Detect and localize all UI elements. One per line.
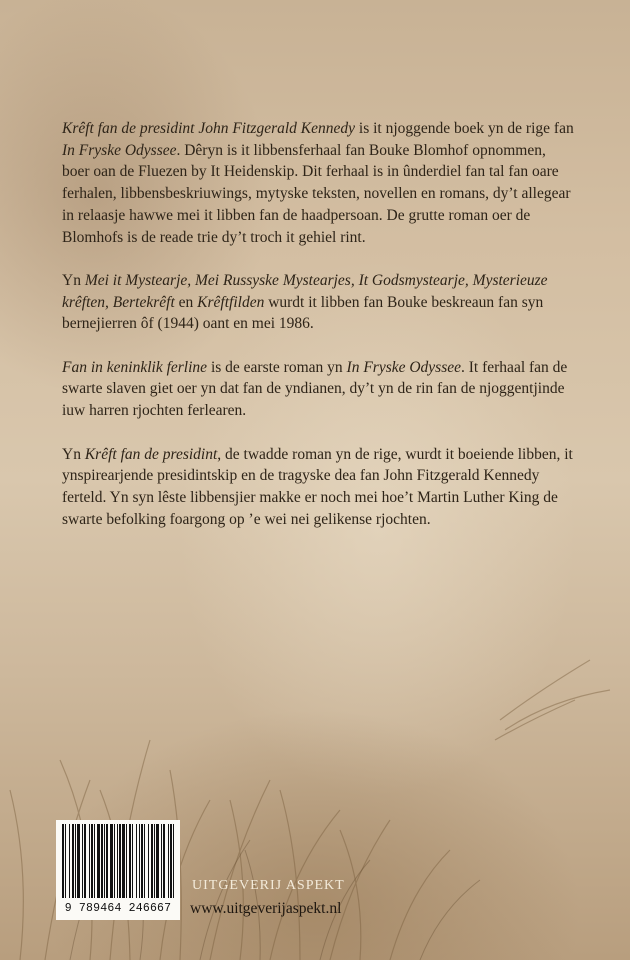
- text-run: Yn: [62, 271, 85, 289]
- isbn-number: 9 789464 246667: [64, 902, 172, 915]
- barcode-bar: [110, 824, 113, 898]
- barcode-bar: [141, 824, 143, 898]
- italic-title: In Fryske Odyssee: [62, 141, 177, 159]
- publisher-website: www.uitgeverijaspekt.nl: [190, 900, 342, 917]
- italic-title: In Fryske Odyssee: [346, 358, 462, 376]
- barcode-bar: [97, 824, 100, 898]
- barcode-bar: [82, 824, 83, 898]
- text-run: . Dêryn is it libbensferhaal fan Bouke Blomhof opnommen, boer oan de Fluezen by It Heidenskip. Dit ferhaal is in ûnderdiel fan tal fan oare ferhalen, libbensbeskriuwings, mytyske teksten, novellen en romans, dy’t allegear in relaasje hawwe mei it libben fan de haadpersoan. De grutte roman oer de Blomhofs is de reade trie dy’t troch it gehiel rint.: [62, 141, 571, 246]
- barcode-bar: [104, 824, 105, 898]
- text-run: , de twadde roman yn de rige, wurdt it boeiende libben, it ynspirearjende presidintskip en de tragyske dea fan John Fitzgerald Kennedy ferteld. Yn syn lêste libbensjier makke er noch mei hoe’t Martin Luther King de swarte befolking foargong op ’e wei nei gelikense rjochten.: [62, 445, 573, 528]
- barcode-bar: [94, 824, 95, 898]
- barcode-bar: [132, 824, 133, 898]
- blurb-paragraph-4: [62, 444, 576, 531]
- barcode-bar: [91, 824, 93, 898]
- barcode-bar: [106, 824, 108, 898]
- barcode-bar: [69, 824, 70, 898]
- text-run: is de earste roman yn: [207, 358, 347, 376]
- text-run: . It ferhaal fan de swarte slaven giet oer yn dat fan de yndianen, dy’t yn de rin fan de njoggentjinde iuw harren rjochten ferlearen.: [62, 358, 568, 420]
- barcode-bar: [170, 824, 172, 898]
- barcode-bar: [168, 824, 169, 898]
- barcode-bar: [117, 824, 118, 898]
- barcode-bar: [89, 824, 90, 898]
- italic-title: Fan in keninklik ferline: [62, 358, 208, 376]
- barcode-bar: [122, 824, 125, 898]
- barcode-bar: [119, 824, 121, 898]
- barcode-bar: [136, 824, 137, 898]
- barcode-bar: [84, 824, 86, 898]
- barcode-bar: [75, 824, 76, 898]
- barcode-bar: [151, 824, 153, 898]
- blurb-paragraph-3: [62, 357, 576, 422]
- text-run: en: [174, 293, 198, 311]
- back-cover-blurb: [62, 118, 576, 552]
- barcode-bar: [144, 824, 145, 898]
- barcode-bar: [173, 824, 174, 898]
- blurb-paragraph-2: [62, 270, 576, 335]
- barcode-bars: [60, 824, 176, 902]
- italic-title: Krêft fan de presidint John Fitzgerald Kennedy: [62, 120, 356, 137]
- barcode-bar: [77, 824, 80, 898]
- barcode-bar: [72, 824, 74, 898]
- publisher-name: UITGEVERIJ ASPEKT: [192, 878, 345, 893]
- barcode-bar: [154, 824, 155, 898]
- text-run: wurdt it libben fan Bouke beskreaun fan syn bernejierren ôf (1944) oant en mei 1986.: [62, 293, 544, 333]
- barcode-bar: [139, 824, 140, 898]
- barcode-bar: [129, 824, 131, 898]
- barcode-bar: [126, 824, 127, 898]
- italic-title: Krêftfilden: [197, 293, 265, 311]
- barcode-bar: [101, 824, 103, 898]
- barcode-bar: [148, 824, 149, 898]
- blurb-paragraph-1: [62, 118, 576, 248]
- barcode-bar: [65, 824, 66, 898]
- barcode-bar: [156, 824, 159, 898]
- barcode-bar: [163, 824, 165, 898]
- barcode-bar: [161, 824, 162, 898]
- text-run: is it njoggende boek yn de rige fan: [355, 120, 574, 137]
- text-run: Yn: [62, 445, 85, 463]
- barcode-bar: [114, 824, 115, 898]
- barcode-bar: [62, 824, 64, 898]
- italic-title: Mei it Mystearje, Mei Russyske Mystearjes, It Godsmystearje, Mysterieuze krêften, Bertekrêft: [62, 271, 548, 311]
- italic-title: Krêft fan de presidint: [84, 445, 218, 463]
- isbn-barcode: [56, 820, 180, 920]
